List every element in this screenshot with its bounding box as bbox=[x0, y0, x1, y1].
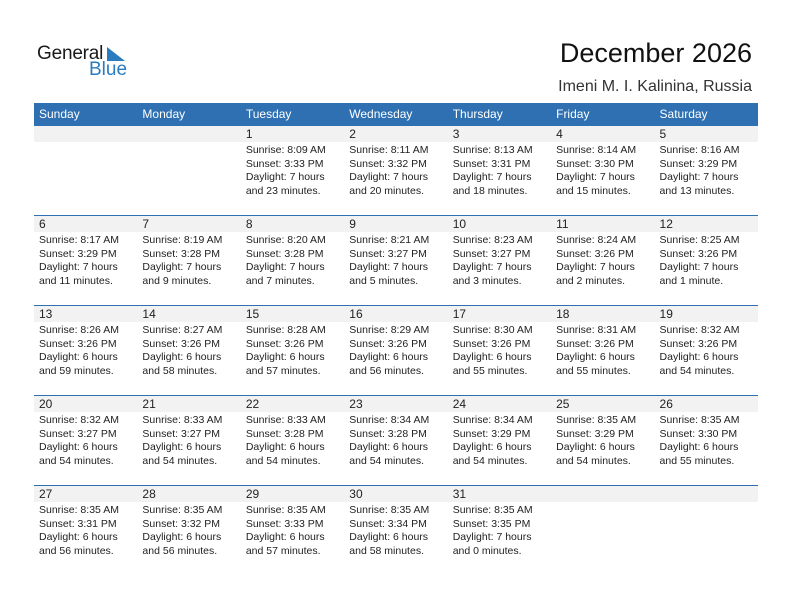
sunset-time: Sunset: 3:33 PM bbox=[245, 157, 324, 170]
day-sun-info bbox=[655, 142, 758, 198]
sunrise-time: Sunrise: 8:35 AM bbox=[556, 414, 637, 426]
daylight-duration: Daylight: 7 hours bbox=[452, 171, 532, 184]
day-number: 25 bbox=[551, 396, 654, 412]
week-row bbox=[34, 395, 758, 485]
day-number: 19 bbox=[655, 306, 758, 322]
day-sun-info bbox=[344, 502, 447, 558]
day-number: 2 bbox=[344, 126, 447, 142]
daylight-duration: and 58 minutes. bbox=[349, 544, 424, 557]
daylight-duration: and 54 minutes. bbox=[659, 364, 735, 377]
day-cell bbox=[137, 216, 240, 305]
week-row bbox=[34, 215, 758, 305]
daylight-duration: and 57 minutes. bbox=[245, 544, 321, 557]
day-cell bbox=[34, 216, 137, 305]
day-cell bbox=[241, 306, 344, 395]
sunset-time: Sunset: 3:26 PM bbox=[659, 337, 738, 350]
day-cell bbox=[34, 396, 137, 485]
daylight-duration: Daylight: 6 hours bbox=[142, 531, 222, 544]
day-cell bbox=[551, 216, 654, 305]
day-cell bbox=[448, 486, 551, 575]
daylight-duration: Daylight: 7 hours bbox=[452, 261, 532, 274]
sunset-time: Sunset: 3:26 PM bbox=[349, 337, 427, 350]
day-sun-info bbox=[655, 322, 758, 378]
day-sun-info bbox=[34, 142, 137, 144]
day-sun-info bbox=[241, 142, 344, 198]
day-cell bbox=[34, 486, 137, 575]
day-number: 5 bbox=[655, 126, 758, 142]
day-sun-info bbox=[344, 232, 447, 288]
day-sun-info bbox=[241, 502, 344, 558]
week-row bbox=[34, 126, 758, 215]
day-number: 29 bbox=[241, 486, 344, 502]
daylight-duration: and 18 minutes. bbox=[452, 184, 528, 197]
weekday-header: Sunday bbox=[39, 107, 80, 121]
sunset-time: Sunset: 3:26 PM bbox=[245, 337, 324, 350]
sunrise-time: Sunrise: 8:30 AM bbox=[452, 324, 533, 336]
daylight-duration: and 54 minutes. bbox=[452, 454, 528, 467]
sunrise-time: Sunrise: 8:32 AM bbox=[39, 414, 119, 426]
day-sun-info bbox=[34, 232, 137, 288]
day-cell bbox=[655, 306, 758, 395]
day-cell bbox=[551, 486, 654, 575]
sunset-time: Sunset: 3:28 PM bbox=[245, 427, 324, 440]
day-sun-info bbox=[448, 232, 551, 288]
daylight-duration: and 57 minutes. bbox=[245, 364, 321, 377]
day-cell bbox=[344, 216, 447, 305]
weekday-header: Wednesday bbox=[349, 107, 413, 121]
daylight-duration: Daylight: 6 hours bbox=[142, 351, 222, 364]
sunset-time: Sunset: 3:31 PM bbox=[39, 517, 117, 530]
daylight-duration: Daylight: 6 hours bbox=[142, 441, 222, 454]
daylight-duration: Daylight: 6 hours bbox=[452, 441, 532, 454]
daylight-duration: Daylight: 7 hours bbox=[556, 261, 635, 274]
day-sun-info bbox=[344, 412, 447, 468]
day-cell bbox=[551, 126, 654, 215]
daylight-duration: Daylight: 7 hours bbox=[349, 261, 429, 274]
sunset-time: Sunset: 3:32 PM bbox=[349, 157, 427, 170]
daylight-duration: and 55 minutes. bbox=[659, 454, 735, 467]
day-number: 11 bbox=[551, 216, 654, 232]
sunrise-time: Sunrise: 8:34 AM bbox=[349, 414, 430, 426]
weekday-header: Friday bbox=[556, 107, 590, 121]
daylight-duration: and 13 minutes. bbox=[659, 184, 735, 197]
daylight-duration: and 55 minutes. bbox=[556, 364, 631, 377]
weekday-header: Thursday bbox=[452, 107, 503, 121]
sunset-time: Sunset: 3:31 PM bbox=[452, 157, 531, 170]
day-cell bbox=[137, 486, 240, 575]
day-sun-info bbox=[448, 502, 551, 558]
weekday-header: Monday bbox=[142, 107, 186, 121]
day-cell bbox=[241, 486, 344, 575]
sunset-time: Sunset: 3:27 PM bbox=[452, 247, 531, 260]
sunrise-time: Sunrise: 8:13 AM bbox=[452, 144, 533, 156]
sunrise-time: Sunrise: 8:24 AM bbox=[556, 234, 637, 246]
daylight-duration: Daylight: 7 hours bbox=[659, 171, 739, 184]
day-number: 7 bbox=[137, 216, 240, 232]
daylight-duration: Daylight: 6 hours bbox=[452, 351, 532, 364]
day-number: 18 bbox=[551, 306, 654, 322]
daylight-duration: and 20 minutes. bbox=[349, 184, 424, 197]
sunrise-time: Sunrise: 8:35 AM bbox=[245, 504, 326, 516]
daylight-duration: Daylight: 6 hours bbox=[349, 531, 429, 544]
daylight-duration: Daylight: 6 hours bbox=[556, 351, 635, 364]
sunset-time: Sunset: 3:26 PM bbox=[556, 247, 634, 260]
sunset-time: Sunset: 3:27 PM bbox=[142, 427, 221, 440]
day-sun-info bbox=[448, 142, 551, 198]
daylight-duration: Daylight: 6 hours bbox=[39, 441, 118, 454]
sunrise-time: Sunrise: 8:26 AM bbox=[39, 324, 119, 336]
week-row bbox=[34, 485, 758, 575]
day-cell bbox=[551, 306, 654, 395]
sunrise-time: Sunrise: 8:25 AM bbox=[659, 234, 740, 246]
day-number: 27 bbox=[34, 486, 137, 502]
day-sun-info bbox=[551, 232, 654, 288]
daylight-duration: Daylight: 7 hours bbox=[659, 261, 739, 274]
day-number: 9 bbox=[344, 216, 447, 232]
daylight-duration: Daylight: 6 hours bbox=[245, 531, 325, 544]
sunset-time: Sunset: 3:26 PM bbox=[556, 337, 634, 350]
day-number: 20 bbox=[34, 396, 137, 412]
generalblue-logo bbox=[37, 43, 137, 83]
day-sun-info bbox=[241, 322, 344, 378]
sunrise-time: Sunrise: 8:35 AM bbox=[659, 414, 740, 426]
sunset-time: Sunset: 3:28 PM bbox=[245, 247, 324, 260]
day-sun-info bbox=[34, 412, 137, 468]
sunset-time: Sunset: 3:29 PM bbox=[556, 427, 634, 440]
day-number bbox=[655, 486, 758, 502]
day-sun-info bbox=[551, 322, 654, 378]
day-cell bbox=[241, 126, 344, 215]
day-sun-info bbox=[241, 232, 344, 288]
day-cell bbox=[448, 396, 551, 485]
day-cell bbox=[137, 396, 240, 485]
day-sun-info bbox=[241, 412, 344, 468]
sunrise-time: Sunrise: 8:16 AM bbox=[659, 144, 740, 156]
day-sun-info bbox=[655, 412, 758, 468]
daylight-duration: and 54 minutes. bbox=[245, 454, 321, 467]
day-cell bbox=[344, 306, 447, 395]
daylight-duration: and 54 minutes. bbox=[142, 454, 218, 467]
day-number: 24 bbox=[448, 396, 551, 412]
daylight-duration: and 55 minutes. bbox=[452, 364, 528, 377]
day-number: 28 bbox=[137, 486, 240, 502]
day-number: 4 bbox=[551, 126, 654, 142]
day-sun-info bbox=[34, 322, 137, 378]
sunset-time: Sunset: 3:26 PM bbox=[452, 337, 531, 350]
sunrise-time: Sunrise: 8:29 AM bbox=[349, 324, 430, 336]
weekday-header-row bbox=[34, 103, 758, 126]
day-sun-info bbox=[655, 502, 758, 504]
weekday-header: Saturday bbox=[659, 107, 708, 121]
day-cell bbox=[137, 126, 240, 215]
daylight-duration: and 56 minutes. bbox=[142, 544, 218, 557]
day-cell bbox=[137, 306, 240, 395]
day-number: 3 bbox=[448, 126, 551, 142]
sunrise-time: Sunrise: 8:21 AM bbox=[349, 234, 430, 246]
sunset-time: Sunset: 3:29 PM bbox=[39, 247, 117, 260]
sunrise-time: Sunrise: 8:17 AM bbox=[39, 234, 119, 246]
daylight-duration: and 58 minutes. bbox=[142, 364, 218, 377]
daylight-duration: Daylight: 7 hours bbox=[245, 171, 325, 184]
day-sun-info bbox=[34, 502, 137, 558]
daylight-duration: Daylight: 7 hours bbox=[452, 531, 532, 544]
day-cell bbox=[344, 126, 447, 215]
daylight-duration: and 54 minutes. bbox=[349, 454, 424, 467]
day-cell bbox=[551, 396, 654, 485]
day-cell bbox=[241, 396, 344, 485]
day-number: 16 bbox=[344, 306, 447, 322]
day-number: 23 bbox=[344, 396, 447, 412]
day-sun-info bbox=[137, 412, 240, 468]
daylight-duration: Daylight: 6 hours bbox=[349, 351, 429, 364]
daylight-duration: Daylight: 7 hours bbox=[142, 261, 222, 274]
daylight-duration: and 11 minutes. bbox=[39, 274, 113, 287]
sunset-time: Sunset: 3:30 PM bbox=[659, 427, 738, 440]
day-sun-info bbox=[551, 412, 654, 468]
day-number: 17 bbox=[448, 306, 551, 322]
daylight-duration: Daylight: 7 hours bbox=[245, 261, 325, 274]
page-title: December 2026 bbox=[559, 38, 752, 68]
day-sun-info bbox=[448, 322, 551, 378]
day-number: 15 bbox=[241, 306, 344, 322]
day-sun-info bbox=[137, 322, 240, 378]
day-number: 21 bbox=[137, 396, 240, 412]
sunrise-time: Sunrise: 8:33 AM bbox=[245, 414, 326, 426]
day-cell bbox=[655, 396, 758, 485]
sunrise-time: Sunrise: 8:35 AM bbox=[452, 504, 533, 516]
daylight-duration: and 2 minutes. bbox=[556, 274, 625, 287]
daylight-duration: and 0 minutes. bbox=[452, 544, 522, 557]
daylight-duration: Daylight: 6 hours bbox=[659, 351, 739, 364]
day-number: 31 bbox=[448, 486, 551, 502]
day-sun-info bbox=[137, 232, 240, 288]
daylight-duration: and 56 minutes. bbox=[349, 364, 424, 377]
day-number: 22 bbox=[241, 396, 344, 412]
day-sun-info bbox=[448, 412, 551, 468]
daylight-duration: and 5 minutes. bbox=[349, 274, 419, 287]
day-cell bbox=[344, 396, 447, 485]
sunrise-time: Sunrise: 8:35 AM bbox=[39, 504, 119, 516]
daylight-duration: Daylight: 6 hours bbox=[39, 531, 118, 544]
day-number bbox=[34, 126, 137, 142]
sunset-time: Sunset: 3:29 PM bbox=[452, 427, 531, 440]
daylight-duration: Daylight: 6 hours bbox=[245, 441, 325, 454]
daylight-duration: and 9 minutes. bbox=[142, 274, 212, 287]
daylight-duration: and 56 minutes. bbox=[39, 544, 114, 557]
daylight-duration: Daylight: 7 hours bbox=[39, 261, 118, 274]
day-cell bbox=[34, 306, 137, 395]
week-row bbox=[34, 305, 758, 395]
sunrise-time: Sunrise: 8:11 AM bbox=[349, 144, 429, 156]
day-cell bbox=[34, 126, 137, 215]
day-number: 10 bbox=[448, 216, 551, 232]
daylight-duration: and 54 minutes. bbox=[39, 454, 114, 467]
location-subtitle: Imeni M. I. Kalinina, Russia bbox=[558, 78, 752, 95]
day-number: 13 bbox=[34, 306, 137, 322]
day-cell bbox=[655, 486, 758, 575]
sunset-time: Sunset: 3:27 PM bbox=[39, 427, 117, 440]
daylight-duration: and 15 minutes. bbox=[556, 184, 631, 197]
day-sun-info bbox=[137, 142, 240, 144]
day-number: 6 bbox=[34, 216, 137, 232]
sunset-time: Sunset: 3:32 PM bbox=[142, 517, 221, 530]
day-cell bbox=[344, 486, 447, 575]
sunrise-time: Sunrise: 8:09 AM bbox=[245, 144, 326, 156]
sunrise-time: Sunrise: 8:20 AM bbox=[245, 234, 326, 246]
day-cell bbox=[448, 306, 551, 395]
day-number: 30 bbox=[344, 486, 447, 502]
logo-text-blue: Blue bbox=[89, 59, 128, 80]
day-sun-info bbox=[551, 142, 654, 198]
sunset-time: Sunset: 3:28 PM bbox=[349, 427, 427, 440]
day-sun-info bbox=[344, 322, 447, 378]
day-cell bbox=[241, 216, 344, 305]
daylight-duration: Daylight: 6 hours bbox=[349, 441, 429, 454]
logo-text-general: General bbox=[37, 43, 104, 64]
day-cell bbox=[655, 216, 758, 305]
sunrise-time: Sunrise: 8:31 AM bbox=[556, 324, 637, 336]
sunset-time: Sunset: 3:26 PM bbox=[142, 337, 221, 350]
sunrise-time: Sunrise: 8:14 AM bbox=[556, 144, 637, 156]
daylight-duration: and 54 minutes. bbox=[556, 454, 631, 467]
sunrise-time: Sunrise: 8:27 AM bbox=[142, 324, 223, 336]
sunset-time: Sunset: 3:30 PM bbox=[556, 157, 634, 170]
calendar-grid bbox=[34, 103, 758, 575]
sunset-time: Sunset: 3:34 PM bbox=[349, 517, 427, 530]
sunrise-time: Sunrise: 8:32 AM bbox=[659, 324, 740, 336]
sunrise-time: Sunrise: 8:19 AM bbox=[142, 234, 223, 246]
sunset-time: Sunset: 3:33 PM bbox=[245, 517, 324, 530]
day-sun-info bbox=[137, 502, 240, 558]
day-sun-info bbox=[344, 142, 447, 198]
daylight-duration: Daylight: 6 hours bbox=[659, 441, 739, 454]
day-number: 12 bbox=[655, 216, 758, 232]
daylight-duration: Daylight: 6 hours bbox=[245, 351, 325, 364]
sunrise-time: Sunrise: 8:34 AM bbox=[452, 414, 533, 426]
sunrise-time: Sunrise: 8:23 AM bbox=[452, 234, 533, 246]
day-number bbox=[551, 486, 654, 502]
daylight-duration: and 7 minutes. bbox=[245, 274, 315, 287]
daylight-duration: and 1 minute. bbox=[659, 274, 724, 287]
sunrise-time: Sunrise: 8:28 AM bbox=[245, 324, 326, 336]
day-number: 26 bbox=[655, 396, 758, 412]
daylight-duration: Daylight: 6 hours bbox=[39, 351, 118, 364]
sunrise-time: Sunrise: 8:35 AM bbox=[142, 504, 223, 516]
day-sun-info bbox=[655, 232, 758, 288]
day-number bbox=[137, 126, 240, 142]
sunset-time: Sunset: 3:27 PM bbox=[349, 247, 427, 260]
day-cell bbox=[655, 126, 758, 215]
daylight-duration: Daylight: 6 hours bbox=[556, 441, 635, 454]
daylight-duration: Daylight: 7 hours bbox=[556, 171, 635, 184]
day-cell bbox=[448, 216, 551, 305]
day-number: 1 bbox=[241, 126, 344, 142]
sunset-time: Sunset: 3:28 PM bbox=[142, 247, 221, 260]
daylight-duration: and 59 minutes. bbox=[39, 364, 114, 377]
day-cell bbox=[448, 126, 551, 215]
sunrise-time: Sunrise: 8:35 AM bbox=[349, 504, 430, 516]
daylight-duration: and 3 minutes. bbox=[452, 274, 522, 287]
sunrise-time: Sunrise: 8:33 AM bbox=[142, 414, 223, 426]
day-number: 14 bbox=[137, 306, 240, 322]
weekday-header: Tuesday bbox=[245, 107, 292, 121]
day-sun-info bbox=[551, 502, 654, 504]
sunset-time: Sunset: 3:26 PM bbox=[39, 337, 117, 350]
sunset-time: Sunset: 3:29 PM bbox=[659, 157, 738, 170]
daylight-duration: and 23 minutes. bbox=[245, 184, 321, 197]
daylight-duration: Daylight: 7 hours bbox=[349, 171, 429, 184]
sunset-time: Sunset: 3:26 PM bbox=[659, 247, 738, 260]
sunset-time: Sunset: 3:35 PM bbox=[452, 517, 531, 530]
day-number: 8 bbox=[241, 216, 344, 232]
